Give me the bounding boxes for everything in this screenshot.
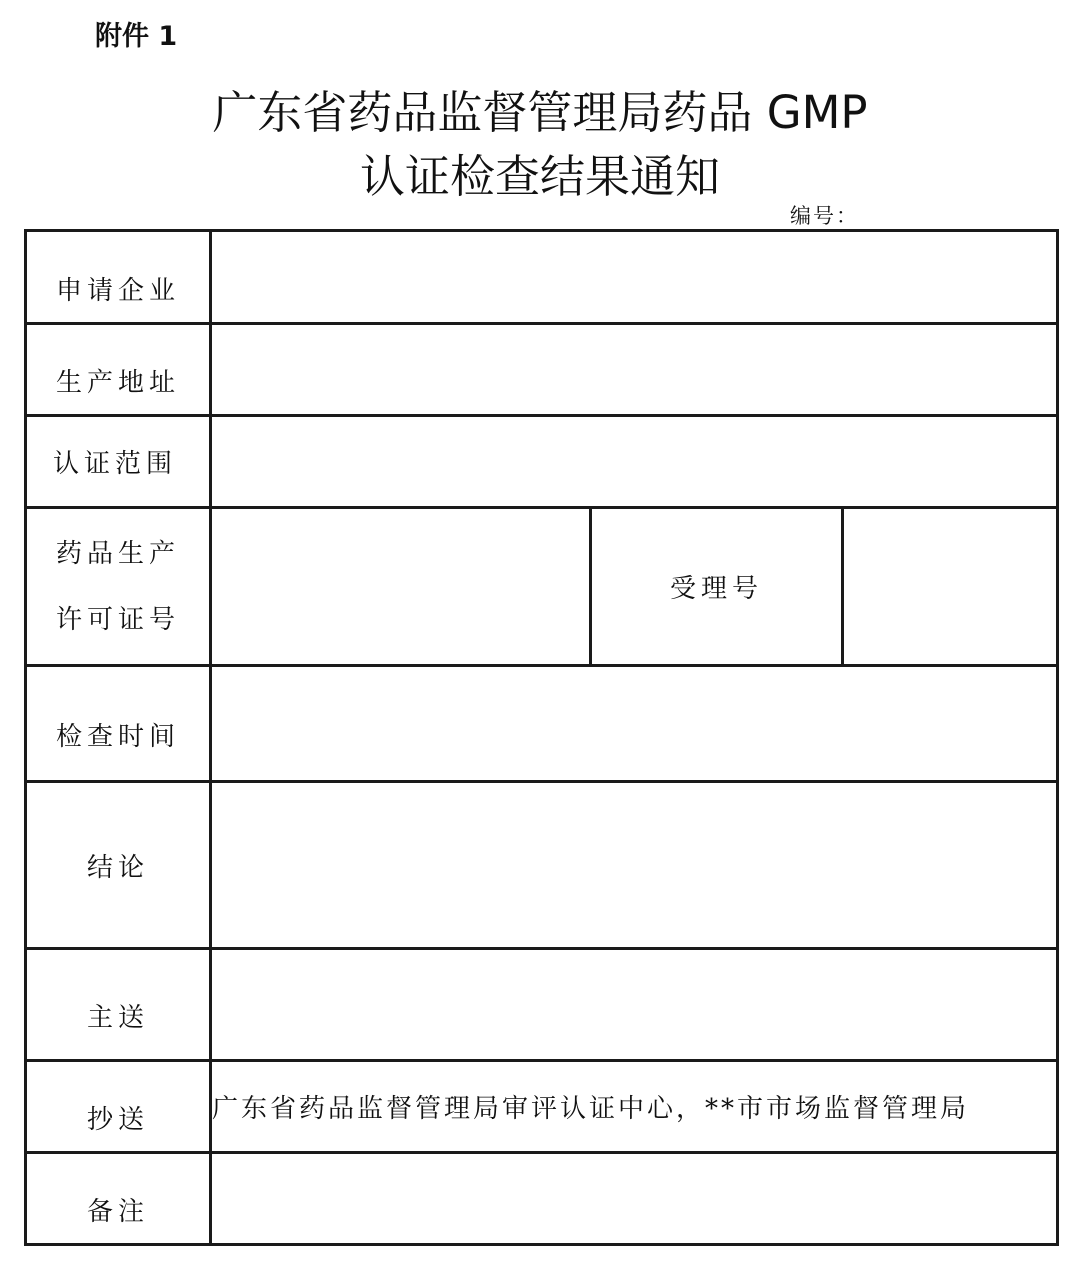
scope-label: 认证范围: [26, 416, 211, 508]
scope-field[interactable]: [211, 416, 1058, 508]
license-label-line2: 许可证号: [55, 604, 180, 635]
document-title-line1: 广东省药品监督管理局药品 GMP: [212, 86, 868, 139]
notification-form: [24, 229, 1056, 1245]
address-field[interactable]: [211, 324, 1058, 416]
row-inspection-time: [26, 666, 1058, 782]
conclusion-label: 结论: [26, 782, 211, 949]
license-label-line1: 药品生产: [55, 538, 180, 569]
serial-number-label: 编号：: [790, 204, 859, 228]
document-title-line2: 认证检查结果通知: [359, 150, 720, 203]
conclusion-field[interactable]: [211, 782, 1058, 949]
cc-field[interactable]: 广东省药品监督管理局审评认证中心，**市市场监督管理局: [211, 1061, 1058, 1153]
main-send-field[interactable]: [211, 949, 1058, 1061]
inspection-time-field[interactable]: [211, 666, 1058, 782]
row-applicant: [26, 231, 1058, 324]
row-conclusion: [26, 782, 1058, 949]
attachment-label: 附件 1: [95, 21, 178, 52]
remarks-field[interactable]: [211, 1153, 1058, 1245]
row-address: [26, 324, 1058, 416]
form-table: [24, 229, 1059, 1246]
address-label: 生产地址: [26, 324, 211, 416]
main-send-label: 主送: [26, 949, 211, 1061]
row-license: [26, 508, 1058, 666]
inspection-time-label: 检查时间: [26, 666, 211, 782]
row-remarks: [26, 1153, 1058, 1245]
row-scope: [26, 416, 1058, 508]
license-field[interactable]: [211, 508, 591, 666]
acceptance-label: 受理号: [591, 508, 843, 666]
cc-label: 抄送: [26, 1061, 211, 1153]
acceptance-field[interactable]: [843, 508, 1058, 666]
row-main-send: [26, 949, 1058, 1061]
remarks-label: 备注: [26, 1153, 211, 1245]
license-label: [26, 508, 211, 666]
row-cc: [26, 1061, 1058, 1153]
applicant-field[interactable]: [211, 231, 1058, 324]
applicant-label: 申请企业: [26, 231, 211, 324]
